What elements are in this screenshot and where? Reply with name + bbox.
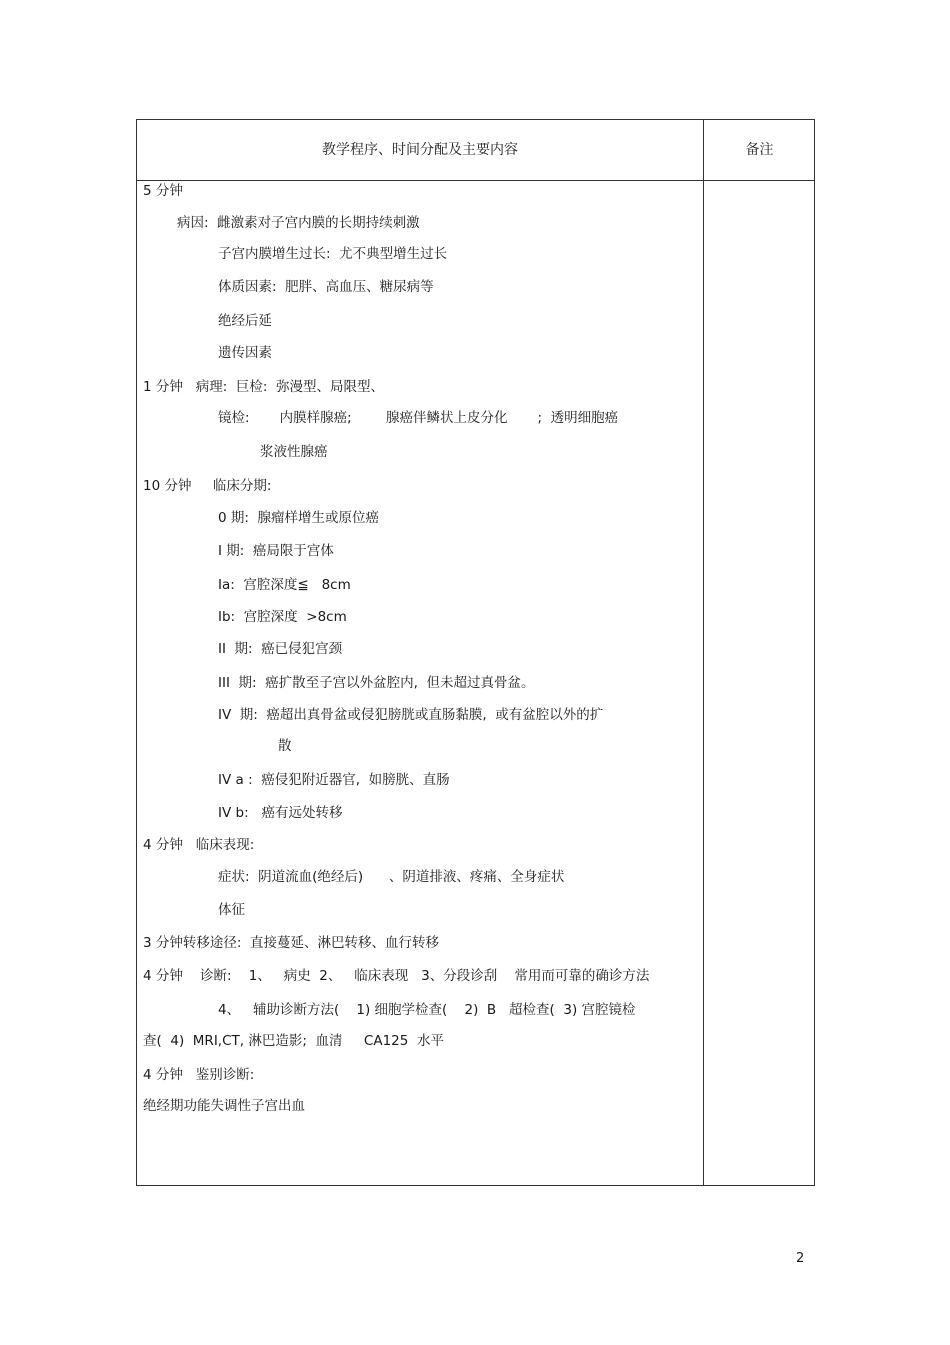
content-line: 3 分钟转移途径: 直接蔓延、淋巴转移、血行转移 [143,935,440,951]
content-line: 体征 [218,902,245,918]
content-line: 4 分钟 诊断: 1、 病史 2、 临床表现 3、分段诊刮 常用而可靠的确诊方法 [143,968,650,984]
content-line: 遗传因素 [218,345,272,361]
content-line: IV 期: 癌超出真骨盆或侵犯膀胱或直肠黏膜, 或有盆腔以外的扩 [218,707,604,723]
content-line: 体质因素: 肥胖、高血压、糖尿病等 [218,279,434,295]
header-remarks: 备注 [745,142,774,158]
content-line: 5 分钟 [143,183,183,199]
content-line: 绝经期功能失调性子宫出血 [143,1098,305,1114]
content-line: 1 分钟 病理: 巨检: 弥漫型、局限型、 [143,379,385,395]
content-line: 病因: 雌激素对子宫内膜的长期持续刺激 [177,215,420,231]
header-main-content: 教学程序、时间分配及主要内容 [322,142,518,158]
content-line: I 期: 癌局限于宫体 [218,543,334,559]
column-divider [703,120,704,1185]
content-line: 4 分钟 鉴别诊断: [143,1067,255,1083]
content-line: 查( 4) MRI,CT, 淋巴造影; 血清 CA125 水平 [143,1033,444,1049]
content-line: III 期: 癌扩散至子宫以外盆腔内, 但未超过真骨盆。 [218,675,535,691]
content-line: Ib: 宫腔深度 >8cm [218,609,347,625]
page-number: 2 [796,1251,805,1266]
content-line: 0 期: 腺瘤样增生或原位癌 [218,510,380,526]
content-line: 4 分钟 临床表现: [143,837,255,853]
content-line: 浆液性腺癌 [260,444,328,460]
content-line: IV b: 癌有远处转移 [218,805,343,821]
content-line: 子宫内膜增生过长: 尤不典型增生过长 [218,246,448,262]
content-line: 镜检: 内膜样腺癌; 腺癌伴鳞状上皮分化 ; 透明细胞癌 [218,410,619,426]
content-line: 散 [278,738,292,754]
header-divider [137,180,814,181]
content-line: II 期: 癌已侵犯宫颈 [218,641,343,657]
content-line: 4、 辅助诊断方法( 1) 细胞学检查( 2) B 超检查( 3) 宫腔镜检 [218,1002,636,1018]
content-line: 10 分钟 临床分期: [143,478,272,494]
content-line: Ia: 宫腔深度≦ 8cm [218,577,351,593]
content-line: IV a : 癌侵犯附近器官, 如膀胱、直肠 [218,772,450,788]
content-line: 症状: 阴道流血(绝经后) 、阴道排液、疼痛、全身症状 [218,869,565,885]
content-line: 绝经后延 [218,313,272,329]
